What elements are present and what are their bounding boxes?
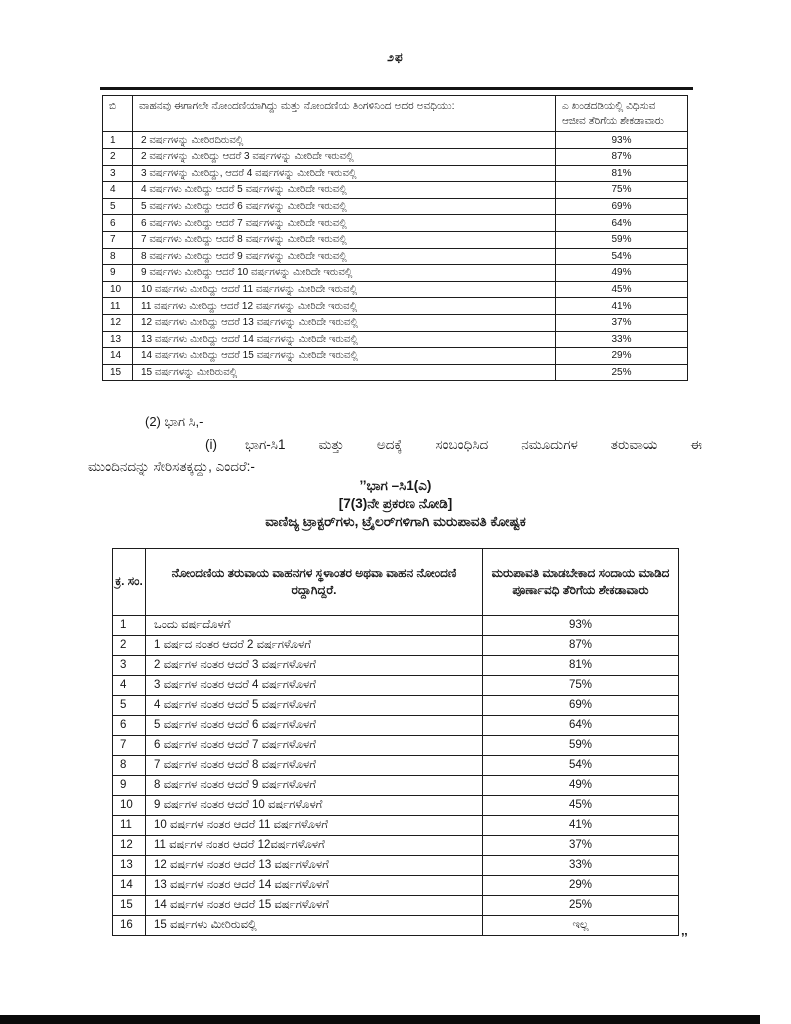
table-row bbox=[103, 331, 688, 348]
table-row bbox=[103, 364, 688, 381]
table-header-row bbox=[103, 96, 688, 132]
table-body bbox=[113, 616, 679, 936]
row-number-cell: 16 bbox=[113, 916, 146, 936]
table-row bbox=[113, 836, 679, 856]
table-row bbox=[113, 896, 679, 916]
table-row bbox=[103, 231, 688, 248]
table-row bbox=[103, 298, 688, 315]
lifetime-tax-table bbox=[102, 95, 688, 381]
row-number-cell: 13 bbox=[103, 331, 133, 348]
clause-i-line2: ಮುಂದಿನದನ್ನು ಸೇರಿಸತಕ್ಕದ್ದು, ಎಂದರೆ:- bbox=[88, 459, 255, 474]
row-number-cell: 8 bbox=[113, 756, 146, 776]
table-row bbox=[103, 215, 688, 232]
row-number-cell: 11 bbox=[103, 298, 133, 315]
clause-i-line1 bbox=[205, 437, 702, 453]
scan-edge-bar bbox=[0, 1015, 760, 1024]
percentage-cell: 69% bbox=[556, 198, 688, 215]
period-description-cell: 4 ವರ್ಷಗಳು ಮೀರಿದ್ದು ಆದರೆ 5 ವರ್ಷಗಳನ್ನು ಮೀರಿದೇ ಇರುವಲ್ಲಿ bbox=[133, 182, 556, 199]
table-row bbox=[113, 656, 679, 676]
column-header-tax-percentage: ಎ ಖಂಡದಡಿಯಲ್ಲಿ ವಿಧಿಸುವ ಆಜೀವ ತೆರಿಗೆಯ ಶೇಕಡಾವಾರು bbox=[556, 96, 688, 132]
condition-description-cell: 9 ವರ್ಷಗಳ ನಂತರ ಆದರೆ 10 ವರ್ಷಗಳೊಳಗೆ bbox=[146, 796, 483, 816]
period-description-cell: 12 ವರ್ಷಗಳು ಮೀರಿದ್ದು ಆದರೆ 13 ವರ್ಷಗಳನ್ನು ಮೀರಿದೇ ಇರುವಲ್ಲಿ bbox=[133, 314, 556, 331]
table-row bbox=[113, 756, 679, 776]
period-description-cell: 7 ವರ್ಷಗಳು ಮೀರಿದ್ದು ಆದರೆ 8 ವರ್ಷಗಳನ್ನು ಮೀರಿದೇ ಇರುವಲ್ಲಿ bbox=[133, 231, 556, 248]
clause-i-text: ಭಾಗ-ಸಿ1 ಮತ್ತು ಅದಕ್ಕೆ ಸಂಬಂಧಿಸಿದ ನಮೂದುಗಳ ತರುವಾಯ ಈ bbox=[245, 437, 702, 452]
table-row bbox=[103, 182, 688, 199]
percentage-cell: 81% bbox=[556, 165, 688, 182]
condition-description-cell: 10 ವರ್ಷಗಳ ನಂತರ ಆದರೆ 11 ವರ್ಷಗಳೊಳಗೆ bbox=[146, 816, 483, 836]
row-number-cell: 9 bbox=[113, 776, 146, 796]
row-number-cell: 2 bbox=[113, 636, 146, 656]
row-number-cell: 7 bbox=[103, 231, 133, 248]
column-header-serial: ಕ್ರ. ಸಂ. bbox=[113, 549, 146, 616]
condition-description-cell: 11 ವರ್ಷಗಳ ನಂತರ ಆದರೆ 12ವರ್ಷಗಳೊಳಗೆ bbox=[146, 836, 483, 856]
column-header-vehicle-period: ವಾಹನವು ಈಗಾಗಲೇ ನೋಂದಣಿಯಾಗಿದ್ದು ಮತ್ತು ನೋಂದಣಿಯ ತಿಂಗಳಿನಿಂದ ಅದರ ಅವಧಿಯು: bbox=[133, 96, 556, 132]
part-heading: ’’ಭಾಗ –ಸಿ1(ಎ) bbox=[359, 478, 432, 493]
table-row bbox=[113, 636, 679, 656]
table-header-row bbox=[113, 549, 679, 616]
condition-description-cell: 3 ವರ್ಷಗಳ ನಂತರ ಆದರೆ 4 ವರ್ಷಗಳೊಳಗೆ bbox=[146, 676, 483, 696]
table-row bbox=[113, 916, 679, 936]
table-row bbox=[113, 796, 679, 816]
period-description-cell: 13 ವರ್ಷಗಳು ಮೀರಿದ್ದು ಆದರೆ 14 ವರ್ಷಗಳನ್ನು ಮೀರಿದೇ ಇರುವಲ್ಲಿ bbox=[133, 331, 556, 348]
condition-description-cell: 6 ವರ್ಷಗಳ ನಂತರ ಆದರೆ 7 ವರ್ಷಗಳೊಳಗೆ bbox=[146, 736, 483, 756]
refund-percentage-cell: 54% bbox=[483, 756, 679, 776]
horizontal-rule bbox=[100, 87, 693, 90]
page-number: ೨ಫ bbox=[387, 50, 404, 64]
table-body bbox=[103, 132, 688, 381]
row-number-cell: 12 bbox=[113, 836, 146, 856]
refund-percentage-cell: 81% bbox=[483, 656, 679, 676]
condition-description-cell: 8 ವರ್ಷಗಳ ನಂತರ ಆದರೆ 9 ವರ್ಷಗಳೊಳಗೆ bbox=[146, 776, 483, 796]
table-row bbox=[103, 248, 688, 265]
percentage-cell: 29% bbox=[556, 348, 688, 365]
percentage-cell: 59% bbox=[556, 231, 688, 248]
condition-description-cell: 15 ವರ್ಷಗಳು ಮೀರಿರುವಲ್ಲಿ bbox=[146, 916, 483, 936]
row-number-cell: 4 bbox=[113, 676, 146, 696]
condition-description-cell: 13 ವರ್ಷಗಳ ನಂತರ ಆದರೆ 14 ವರ್ಷಗಳೊಳಗೆ bbox=[146, 876, 483, 896]
row-number-cell: 3 bbox=[103, 165, 133, 182]
table-row bbox=[113, 716, 679, 736]
refund-percentage-cell: 33% bbox=[483, 856, 679, 876]
row-number-cell: 10 bbox=[103, 281, 133, 298]
refund-percentage-cell: 59% bbox=[483, 736, 679, 756]
refund-percentage-cell: 37% bbox=[483, 836, 679, 856]
row-number-cell: 14 bbox=[113, 876, 146, 896]
table-row bbox=[103, 281, 688, 298]
table-row bbox=[103, 314, 688, 331]
condition-description-cell: 4 ವರ್ಷಗಳ ನಂತರ ಆದರೆ 5 ವರ್ಷಗಳೊಳಗೆ bbox=[146, 696, 483, 716]
condition-description-cell: ಒಂದು ವರ್ಷದೊಳಗೆ bbox=[146, 616, 483, 636]
refund-percentage-cell: 45% bbox=[483, 796, 679, 816]
row-number-cell: 15 bbox=[103, 364, 133, 381]
refund-percentage-cell: 87% bbox=[483, 636, 679, 656]
table-row bbox=[113, 616, 679, 636]
period-description-cell: 5 ವರ್ಷಗಳು ಮೀರಿದ್ದು ಆದರೆ 6 ವರ್ಷಗಳನ್ನು ಮೀರಿದೇ ಇರುವಲ್ಲಿ bbox=[133, 198, 556, 215]
row-number-cell: 1 bbox=[103, 132, 133, 149]
table-title-heading: ವಾಣಿಜ್ಯ ಟ್ರಾಕ್ಟರ್‌ಗಳು, ಟ್ರೈಲರ್‌ಗಳಿಗಾಗಿ ಮರುಪಾವತಿ ಕೋಷ್ಟಕ bbox=[265, 514, 526, 529]
percentage-cell: 75% bbox=[556, 182, 688, 199]
table-row bbox=[103, 132, 688, 149]
row-number-cell: 7 bbox=[113, 736, 146, 756]
percentage-cell: 64% bbox=[556, 215, 688, 232]
row-number-cell: 13 bbox=[113, 856, 146, 876]
period-description-cell: 6 ವರ್ಷಗಳು ಮೀರಿದ್ದು ಆದರೆ 7 ವರ್ಷಗಳನ್ನು ಮೀರಿದೇ ಇರುವಲ್ಲಿ bbox=[133, 215, 556, 232]
table-row bbox=[113, 816, 679, 836]
table-row bbox=[103, 348, 688, 365]
period-description-cell: 2 ವರ್ಷಗಳನ್ನು ಮೀರಿರದಿರುವಲ್ಲಿ bbox=[133, 132, 556, 149]
refund-percentage-cell: 41% bbox=[483, 816, 679, 836]
table-row bbox=[113, 676, 679, 696]
refund-percentage-cell: 69% bbox=[483, 696, 679, 716]
column-header-refund-percentage: ಮರುಪಾವತಿ ಮಾಡಬೇಕಾದ ಸಂದಾಯ ಮಾಡಿದ ಪೂರ್ಣಾವಧಿ ತೆರಿಗೆಯ ಶೇಕಡಾವಾರು bbox=[483, 549, 679, 616]
condition-description-cell: 7 ವರ್ಷಗಳ ನಂತರ ಆದರೆ 8 ವರ್ಷಗಳೊಳಗೆ bbox=[146, 756, 483, 776]
table-row bbox=[113, 696, 679, 716]
refund-percentage-cell: 29% bbox=[483, 876, 679, 896]
table-row bbox=[113, 856, 679, 876]
percentage-cell: 93% bbox=[556, 132, 688, 149]
row-number-cell: 10 bbox=[113, 796, 146, 816]
row-number-cell: 4 bbox=[103, 182, 133, 199]
row-number-cell: 8 bbox=[103, 248, 133, 265]
condition-description-cell: 14 ವರ್ಷಗಳ ನಂತರ ಆದರೆ 15 ವರ್ಷಗಳೊಳಗೆ bbox=[146, 896, 483, 916]
period-description-cell: 10 ವರ್ಷಗಳು ಮೀರಿದ್ದು ಆದರೆ 11 ವರ್ಷಗಳನ್ನು ಮೀರಿದೇ ಇರುವಲ್ಲಿ bbox=[133, 281, 556, 298]
percentage-cell: 25% bbox=[556, 364, 688, 381]
table-row bbox=[103, 165, 688, 182]
clause-2-label: (2) ಭಾಗ ಸಿ,- bbox=[145, 414, 204, 429]
percentage-cell: 41% bbox=[556, 298, 688, 315]
refund-percentage-cell: 25% bbox=[483, 896, 679, 916]
table-row bbox=[113, 776, 679, 796]
row-number-cell: 6 bbox=[113, 716, 146, 736]
refund-percentage-cell: 93% bbox=[483, 616, 679, 636]
table-row bbox=[103, 198, 688, 215]
refund-percentage-cell: ಇಲ್ಲ bbox=[483, 916, 679, 936]
table-row bbox=[113, 876, 679, 896]
refund-table bbox=[112, 548, 679, 936]
section-reference-heading: [7(3)ನೇ ಪ್ರಕರಣ ನೋಡಿ] bbox=[338, 496, 453, 511]
percentage-cell: 45% bbox=[556, 281, 688, 298]
refund-percentage-cell: 64% bbox=[483, 716, 679, 736]
row-number-cell: 6 bbox=[103, 215, 133, 232]
percentage-cell: 37% bbox=[556, 314, 688, 331]
clause-i-marker: (i) bbox=[205, 437, 217, 452]
percentage-cell: 54% bbox=[556, 248, 688, 265]
period-description-cell: 3 ವರ್ಷಗಳನ್ನು ಮೀರಿದ್ದು, ಆದರೆ 4 ವರ್ಷಗಳನ್ನು ಮೀರಿದೇ ಇರುವಲ್ಲಿ bbox=[133, 165, 556, 182]
table-row bbox=[113, 736, 679, 756]
condition-description-cell: 12 ವರ್ಷಗಳ ನಂತರ ಆದರೆ 13 ವರ್ಷಗಳೊಳಗೆ bbox=[146, 856, 483, 876]
row-number-cell: 3 bbox=[113, 656, 146, 676]
refund-percentage-cell: 75% bbox=[483, 676, 679, 696]
row-number-cell: 1 bbox=[113, 616, 146, 636]
row-number-cell: 2 bbox=[103, 148, 133, 165]
table-row bbox=[103, 148, 688, 165]
period-description-cell: 11 ವರ್ಷಗಳು ಮೀರಿದ್ದು ಆದರೆ 12 ವರ್ಷಗಳನ್ನು ಮೀರಿದೇ ಇರುವಲ್ಲಿ bbox=[133, 298, 556, 315]
table-row bbox=[103, 265, 688, 282]
column-header-b: ಬಿ bbox=[103, 96, 133, 132]
row-number-cell: 14 bbox=[103, 348, 133, 365]
percentage-cell: 33% bbox=[556, 331, 688, 348]
percentage-cell: 87% bbox=[556, 148, 688, 165]
refund-percentage-cell: 49% bbox=[483, 776, 679, 796]
period-description-cell: 15 ವರ್ಷಗಳನ್ನು ಮೀರಿರುವಲ್ಲಿ bbox=[133, 364, 556, 381]
column-header-condition: ನೋಂದಣಿಯ ತರುವಾಯ ವಾಹನಗಳ ಸ್ಥಳಾಂತರ ಅಥವಾ ವಾಹನ ನೋಂದಣಿ ರದ್ದಾಗಿದ್ದರೆ. bbox=[146, 549, 483, 616]
condition-description-cell: 2 ವರ್ಷಗಳ ನಂತರ ಆದರೆ 3 ವರ್ಷಗಳೊಳಗೆ bbox=[146, 656, 483, 676]
condition-description-cell: 5 ವರ್ಷಗಳ ನಂತರ ಆದರೆ 6 ವರ್ಷಗಳೊಳಗೆ bbox=[146, 716, 483, 736]
period-description-cell: 14 ವರ್ಷಗಳು ಮೀರಿದ್ದು ಆದರೆ 15 ವರ್ಷಗಳನ್ನು ಮೀರಿದೇ ಇರುವಲ್ಲಿ bbox=[133, 348, 556, 365]
row-number-cell: 15 bbox=[113, 896, 146, 916]
row-number-cell: 5 bbox=[113, 696, 146, 716]
row-number-cell: 12 bbox=[103, 314, 133, 331]
period-description-cell: 8 ವರ್ಷಗಳು ಮೀರಿದ್ದು ಆದರೆ 9 ವರ್ಷಗಳನ್ನು ಮೀರಿದೇ ಇರುವಲ್ಲಿ bbox=[133, 248, 556, 265]
period-description-cell: 2 ವರ್ಷಗಳನ್ನು ಮೀರಿದ್ದು ಆದರೆ 3 ವರ್ಷಗಳನ್ನು ಮೀರಿದೇ ಇರುವಲ್ಲಿ bbox=[133, 148, 556, 165]
row-number-cell: 5 bbox=[103, 198, 133, 215]
period-description-cell: 9 ವರ್ಷಗಳು ಮೀರಿದ್ದು ಆದರೆ 10 ವರ್ಷಗಳನ್ನು ಮೀರಿದೇ ಇರುವಲ್ಲಿ bbox=[133, 265, 556, 282]
row-number-cell: 9 bbox=[103, 265, 133, 282]
closing-quote: ’’ bbox=[681, 930, 688, 945]
condition-description-cell: 1 ವರ್ಷದ ನಂತರ ಆದರೆ 2 ವರ್ಷಗಳೊಳಗೆ bbox=[146, 636, 483, 656]
percentage-cell: 49% bbox=[556, 265, 688, 282]
row-number-cell: 11 bbox=[113, 816, 146, 836]
